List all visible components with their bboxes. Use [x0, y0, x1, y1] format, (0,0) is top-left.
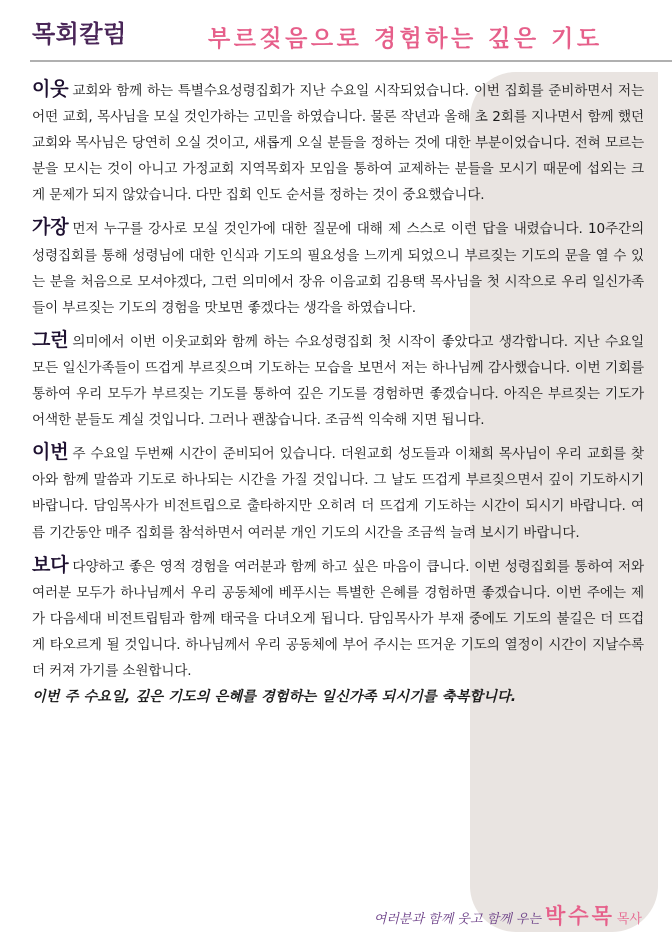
paragraph-2	[32, 214, 644, 320]
column-brand-title: 목회칼럼	[32, 20, 127, 48]
signature-prefix: 여러분과 함께 웃고 함께 우는	[373, 912, 542, 927]
pastor-name: 박수목	[545, 904, 615, 928]
pastor-title: 목사	[616, 912, 642, 927]
paragraph-lead-word: 그런	[32, 328, 69, 351]
paragraph-lead-word: 가장	[32, 216, 69, 239]
author-signature	[374, 900, 642, 930]
closing-blessing: 이번 주 수요일, 깊은 기도의 은혜를 경험하는 일신가족 되시기를 축복합니다.	[32, 689, 517, 706]
paragraph-lead-word: 보다	[32, 553, 69, 576]
paragraph-4	[32, 439, 644, 545]
header-divider	[30, 60, 672, 62]
paragraph-text: 다양하고 좋은 영적 경험을 여러분과 함께 하고 싶은 마음이 큽니다. 이번 성령집회를 통하여 저와 여러분 모두가 하나님께서 우리 공동체에 베푸시는 특별한 은혜를 경험하면 좋겠습니다. 이번 주에는 제가 다음세대 비전트립팀과 함께 태국을 다녀오게 됩니다. 담임목사가 부재 중에도 기도의 불길은 더 뜨겁게 타오르게 될 것입니다. 하나님께서 우리 공동체에 부어 주시는 뜨거운 기도의 열정이 시간이 지날수록 더 커져 가기를 소원합니다.	[32, 558, 644, 679]
paragraph-text: 교회와 함께 하는 특별수요성령집회가 지난 수요일 시작되었습니다. 이번 집회를 준비하면서 저는 어떤 교회, 목사님을 모실 것인가하는 고민을 하였습니다. 물론 작년과 올해 초 2회를 지나면서 함께 했던 교회와 목사님은 당연히 오실 것이고, 새롭게 오실 분들을 정하는 것에 대한 부분이었습니다. 전혀 모르는 분을 모시는 것이 아니고 가정교회 지역목회자 모임을 통하여 교제하는 분들을 모시기 때문에 섭외는 크게 문제가 되지 않았습니다. 다만 집회 인도 순서를 정하는 것이 중요했습니다.	[32, 83, 644, 204]
column-body	[32, 76, 644, 706]
paragraph-5	[32, 552, 644, 684]
column-header	[0, 0, 672, 62]
column-headline: 부르짖음으로 경험하는 깊은 기도	[208, 26, 603, 52]
paragraph-text: 의미에서 이번 이웃교회와 함께 하는 수요성령집회 첫 시작이 좋았다고 생각합니다. 지난 수요일 모든 일신가족들이 뜨겁게 부르짖으며 기도하는 모습을 보면서 저는 하나님께 감사했습니다. 이번 기회를 통하여 우리 모두가 부르짖는 기도를 통하여 깊은 기도를 경험하면 좋겠습니다. 아직은 부르짖는 기도가 어색한 분들도 계실 것입니다. 그러나 괜찮습니다. 조금씩 익숙해 지면 됩니다.	[32, 333, 644, 429]
paragraph-text: 먼저 누구를 강사로 모실 것인가에 대한 질문에 대해 제 스스로 이런 답을 내렸습니다. 10주간의 성령집회를 통해 성령님에 대한 인식과 기도의 필요성을 느끼게 되었으니 부르짖는 기도의 문을 열 수 있는 분을 처음으로 모셔야겠다, 그런 의미에서 장유 이음교회 김용택 목사님을 첫 시작으로 우리 일신가족들이 부르짖는 기도의 경험을 맛보면 좋겠다는 생각을 하였습니다.	[32, 221, 644, 316]
paragraph-3	[32, 327, 644, 433]
paragraph-1	[32, 76, 644, 208]
paragraph-lead-word: 이번	[32, 441, 69, 464]
paragraph-text: 주 수요일 두번째 시간이 준비되어 있습니다. 더원교회 성도들과 이채희 목사님이 우리 교회를 찾아와 함께 말씀과 기도로 하나되는 시간을 가질 것입니다. 그 날도 뜨겁게 부르짖으면서 깊이 기도하시기 바랍니다. 담임목사가 비전트립으로 출타하지만 오히려 더 뜨겁게 기도하는 시간이 되시기 바랍니다. 여름 기간동안 매주 집회를 참석하면서 여러분 개인 기도의 시간을 조금씩 늘려 보시기 바랍니다.	[32, 446, 644, 541]
paragraph-lead-word: 이웃	[32, 78, 69, 100]
